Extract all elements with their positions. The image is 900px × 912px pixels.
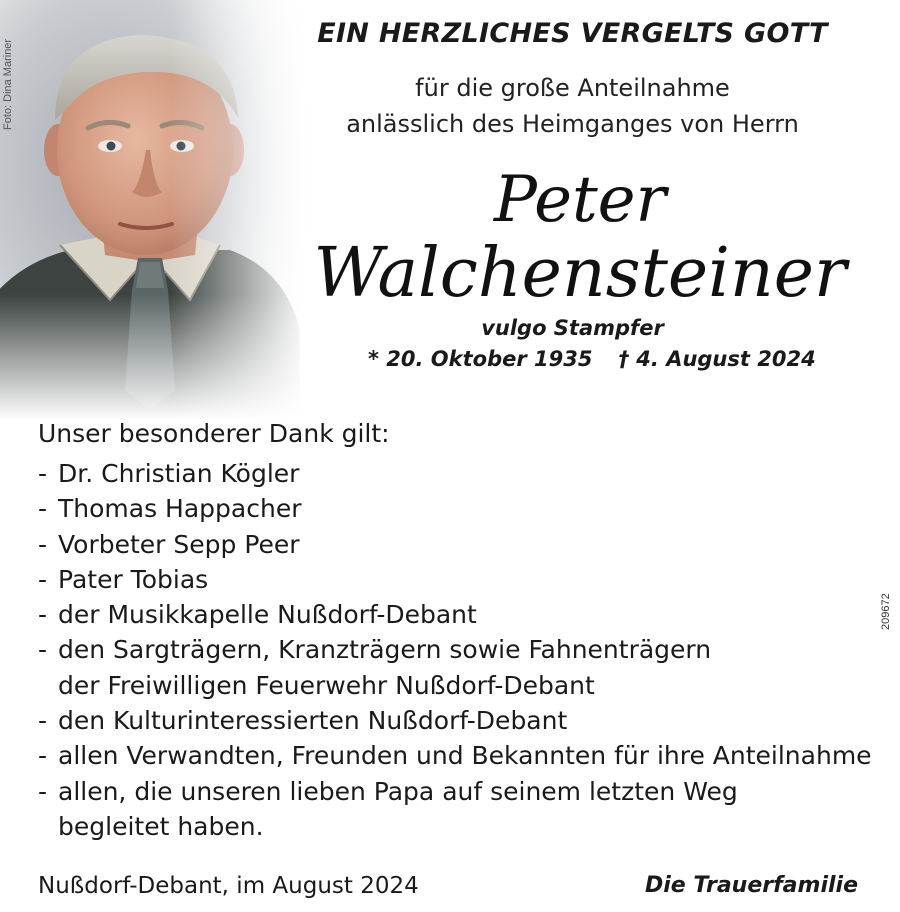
thanks-item-continuation: begleitet haben. <box>58 811 264 841</box>
thanks-item-continuation: der Freiwilligen Feuerwehr Nußdorf-Debant <box>58 670 595 700</box>
thanks-item: - den Sargträgern, Kranzträgern sowie Fahnenträgern <box>38 632 872 667</box>
place-and-date: Nußdorf-Debant, im August 2024 <box>38 873 419 899</box>
photo-credit <box>0 8 14 128</box>
thanks-item: - allen, die unseren lieben Papa auf seinem letzten Weg <box>38 774 872 809</box>
thanks-item: - allen Verwandten, Freunden und Bekannten für ihre Anteilnahme <box>38 738 872 773</box>
death-date: † 4. August 2024 <box>618 347 816 371</box>
headline: EIN HERZLICHES VERGELTS GOTT <box>317 18 828 49</box>
thanks-title: Unser besonderer Dank gilt: <box>38 419 390 448</box>
ad-code-text: 209672 <box>880 593 892 630</box>
ad-code <box>880 578 894 638</box>
thanks-item: - Thomas Happacher <box>38 491 872 526</box>
thanks-item: - Vorbeter Sepp Peer <box>38 527 872 562</box>
thanks-item: - Pater Tobias <box>38 562 872 597</box>
life-dates <box>368 347 816 371</box>
deceased-first-name: Peter <box>493 163 667 237</box>
thanks-list <box>38 456 872 844</box>
subline-passing: anlässlich des Heimganges von Herrn <box>346 110 799 138</box>
thanks-item: - der Musikkapelle Nußdorf-Debant <box>38 597 872 632</box>
signature: Die Trauerfamilie <box>645 873 858 898</box>
portrait-photo <box>0 0 310 420</box>
deceased-nickname: vulgo Stampfer <box>481 316 664 340</box>
deceased-last-name: Walchensteiner <box>313 234 847 313</box>
subline-condolence: für die große Anteilnahme <box>415 74 730 102</box>
thanks-item: - Dr. Christian Kögler <box>38 456 872 491</box>
thanks-item: - den Kulturinteressierten Nußdorf-Debant <box>38 703 872 738</box>
photo-credit-text: Foto: Dina Mariner <box>2 38 14 130</box>
birth-date: * 20. Oktober 1935 <box>368 347 593 371</box>
